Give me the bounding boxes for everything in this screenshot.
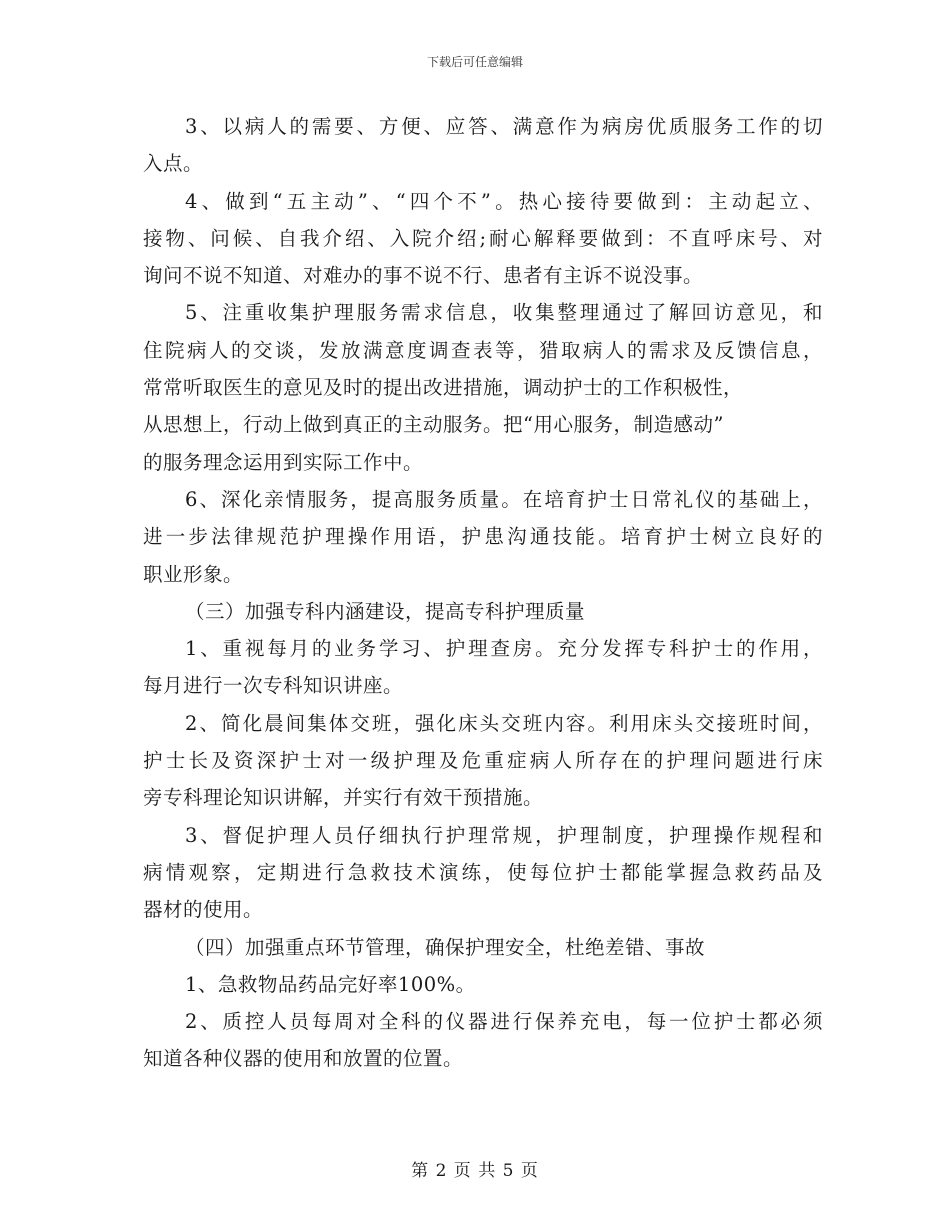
page-number: 第 2 页 共 5 页: [411, 1161, 539, 1181]
paragraph-line: 1、急救物品药品完好率100%。: [185, 972, 476, 996]
section-heading: （三）加强专科内涵建设，提高专科护理质量: [185, 599, 586, 623]
paragraph-line: 知道各种仪器的使用和放置的位置。: [143, 1047, 464, 1071]
paragraph-line: 每月进行一次专科知识讲座。: [143, 674, 404, 698]
paragraph-line: 3、以病人的需要、方便、应答、满意作为病房优质服务工作的切: [185, 115, 823, 138]
paragraph-line: 6、深化亲情服务，提高服务质量。在培育护士日常礼仪的基础上，: [185, 487, 823, 511]
paragraph-line: 入点。: [143, 152, 204, 176]
page-header: 下载后可任意编辑: [426, 55, 523, 69]
paragraph-line: 住院病人的交谈，发放满意度调查表等，猎取病人的需求及反馈信息，: [143, 338, 823, 362]
paragraph-line: 询问不说不知道、对难办的事不说不行、患者有主诉不说没事。: [143, 264, 704, 288]
paragraph-line: 2、简化晨间集体交班，强化床头交班内容。利用床头交接班时间，: [185, 711, 823, 735]
paragraph-line: 4、做到“五主动”、“四个不”。热心接待要做到：主动起立、: [185, 189, 823, 213]
paragraph-line: 的服务理念运用到实际工作中。: [143, 450, 424, 474]
paragraph-line: 2、质控人员每周对全科的仪器进行保养充电，每一位护士都必须: [185, 1010, 823, 1034]
paragraph-line: 接物、问候、自我介绍、入院介绍;耐心解释要做到：不直呼床号、对: [143, 226, 823, 250]
paragraph-line: 常常听取医生的意见及时的提出改进措施，调动护士的工作积极性，: [143, 376, 744, 400]
paragraph-line: 护士长及资深护士对一级护理及危重症病人所存在的护理问题进行床: [143, 749, 823, 773]
paragraph-line: 1、重视每月的业务学习、护理查房。充分发挥专科护士的作用，: [185, 637, 823, 661]
document-body: [143, 108, 823, 1078]
paragraph-line: 进一步法律规范护理操作用语，护患沟通技能。培育护士树立良好的: [143, 525, 823, 549]
paragraph-line: 器材的使用。: [143, 898, 264, 922]
paragraph-line: 5、注重收集护理服务需求信息，收集整理通过了解回访意见，和: [185, 301, 823, 325]
paragraph-line: 从思想上，行动上做到真正的主动服务。把“用心服务，制造感动”: [143, 413, 724, 437]
paragraph-line: 3、督促护理人员仔细执行护理常规，护理制度，护理操作规程和: [185, 823, 823, 847]
paragraph-line: 职业形象。: [143, 562, 244, 586]
section-heading: （四）加强重点环节管理，确保护理安全，杜绝差错、事故: [185, 935, 706, 959]
paragraph-line: 旁专科理论知识讲解，并实行有效干预措施。: [143, 786, 544, 810]
paragraph-line: 病情观察，定期进行急救技术演练，使每位护士都能掌握急救药品及: [143, 860, 823, 884]
